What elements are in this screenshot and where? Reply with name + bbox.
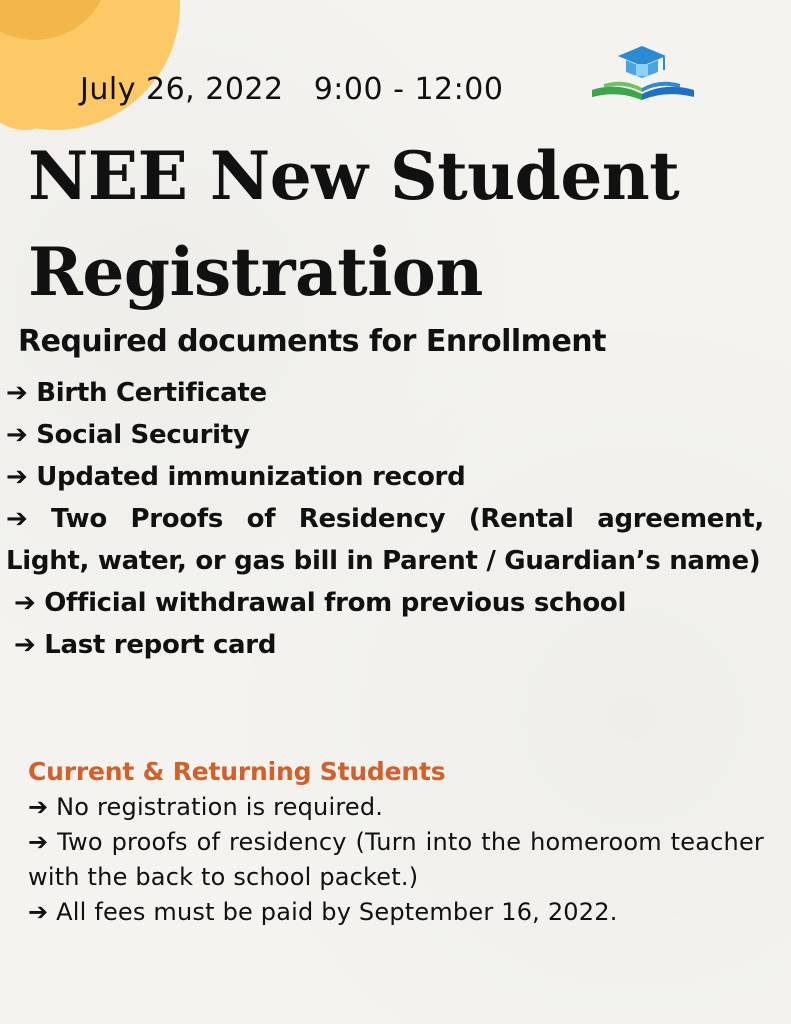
title-line-1: NEE New Student: [28, 137, 680, 215]
list-item: ➔ All fees must be paid by September 16, 2022.: [28, 898, 618, 926]
list-item: ➔ No registration is required.: [28, 793, 384, 821]
list-item: ➔ Updated immunization record: [6, 462, 466, 492]
event-date-time: July 26, 2022 9:00 - 12:00: [80, 72, 504, 107]
list-item: ➔ Two Proofs of Residency (Rental agreement, Light, water, or gas bill in Parent / Guardian’s name): [6, 504, 764, 576]
list-item: ➔ Social Security: [6, 420, 250, 450]
list-item: ➔ Two proofs of residency (Turn into the homeroom teacher with the back to school packet.): [28, 828, 764, 891]
current-students-list: [28, 790, 764, 930]
graduation-cap-book-icon: [590, 42, 696, 102]
list-item: ➔ Birth Certificate: [6, 378, 267, 408]
required-documents-heading: Required documents for Enrollment: [18, 324, 606, 359]
title-line-2: Registration: [28, 233, 483, 311]
list-item: ➔ Official withdrawal from previous school: [14, 588, 627, 618]
list-item: ➔ Last report card: [14, 630, 277, 660]
current-students-heading: Current & Returning Students: [28, 757, 446, 786]
page-title: [28, 128, 788, 320]
required-documents-list: [6, 372, 764, 666]
